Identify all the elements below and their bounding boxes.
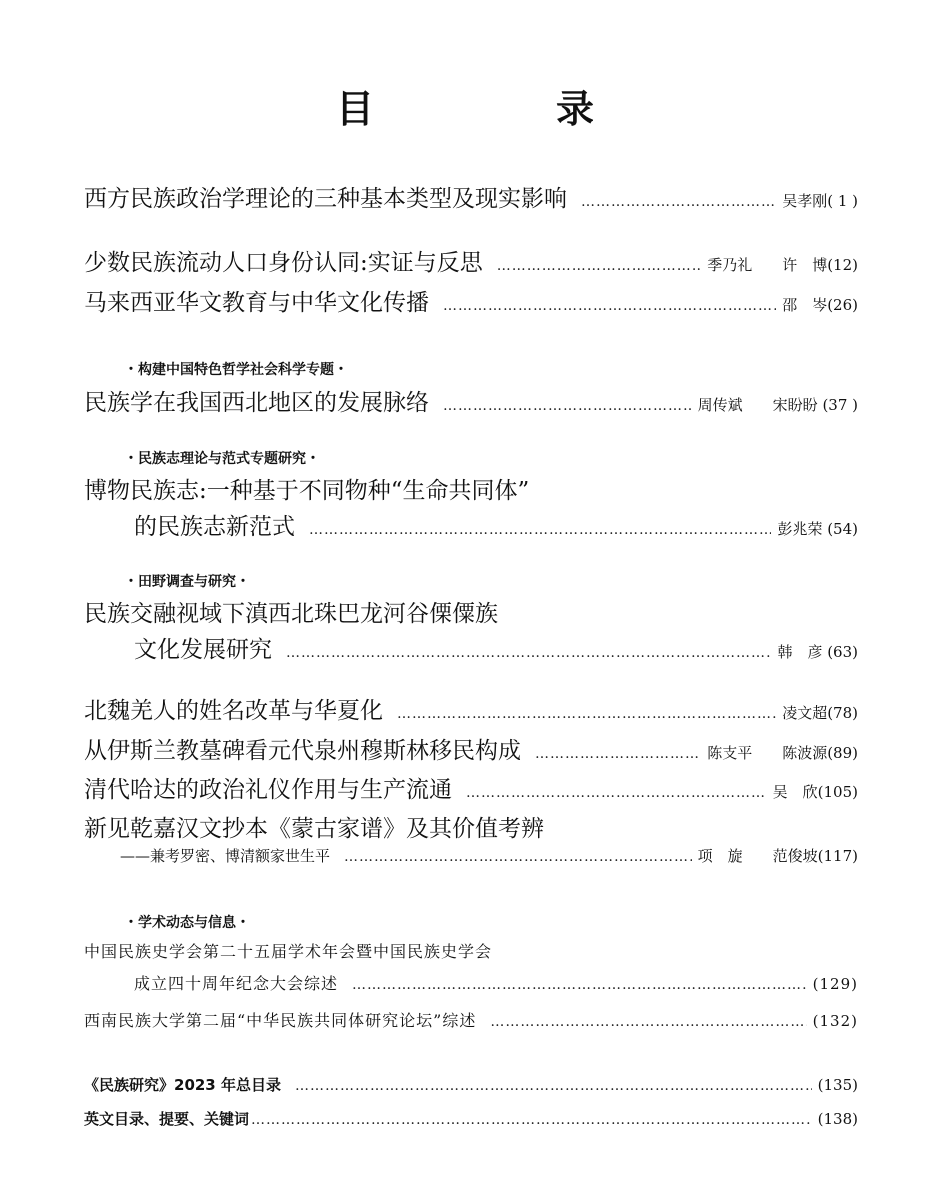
leader-dots	[295, 1078, 812, 1094]
entry-author-page: 韩 彦 (63)	[777, 643, 858, 661]
toc-entry[interactable]	[134, 508, 858, 541]
leader-dots	[352, 977, 807, 993]
section-heading: ・学术动态与信息・	[124, 915, 250, 931]
toc-entry[interactable]	[134, 631, 858, 664]
toc-entry[interactable]	[84, 692, 858, 725]
entry-title: 少数民族流动人口身份认同:实证与反思	[84, 250, 483, 276]
page-title: 目 录	[335, 87, 666, 131]
toc-entry[interactable]	[84, 180, 858, 213]
entry-title-line[interactable]: 中国民族史学会第二十五届学术年会暨中国民族史学会	[84, 942, 493, 961]
entry-title: 清代哈达的政治礼仪作用与生产流通	[84, 777, 452, 803]
leader-dots	[397, 706, 776, 722]
entry-author-page: 邵 岑(26)	[782, 296, 858, 314]
section-heading: ・田野调查与研究・	[124, 574, 250, 590]
leader-dots	[497, 258, 701, 274]
toc-entry[interactable]	[84, 1074, 858, 1095]
leader-dots	[344, 849, 692, 865]
entry-author-page: 周传斌 宋盼盼 (37 )	[697, 396, 858, 414]
leader-dots	[309, 522, 771, 538]
toc-entry[interactable]	[84, 771, 858, 804]
entry-title-continued: 成立四十周年纪念大会综述	[134, 974, 339, 993]
entry-page: (129)	[812, 975, 858, 993]
toc-entry[interactable]	[84, 1108, 858, 1129]
entry-title-continued: 的民族志新范式	[134, 514, 295, 540]
entry-author-page: 项 旋 范俊坡(117)	[697, 847, 858, 865]
entry-title-line[interactable]: 民族交融视域下滇西北珠巴龙河谷傈僳族	[84, 601, 498, 627]
entry-title: 北魏羌人的姓名改革与华夏化	[84, 698, 383, 724]
entry-title: 马来西亚华文教育与中华文化传播	[84, 290, 429, 316]
leader-dots	[443, 398, 692, 414]
entry-author-page: 彭兆荣 (54)	[777, 520, 858, 538]
toc-entry[interactable]	[84, 244, 858, 277]
toc-entry[interactable]	[134, 971, 858, 994]
entry-title: 民族学在我国西北地区的发展脉络	[84, 390, 429, 416]
leader-dots	[251, 1112, 812, 1128]
toc-entry[interactable]	[84, 732, 858, 765]
entry-title: 从伊斯兰教墓碑看元代泉州穆斯林移民构成	[84, 738, 521, 764]
entry-title-line[interactable]: 博物民族志:一种基于不同物种“生命共同体”	[84, 478, 530, 504]
leader-dots	[535, 746, 701, 762]
leader-dots	[466, 785, 767, 801]
entry-page: (138)	[817, 1110, 858, 1128]
leader-dots	[490, 1014, 806, 1030]
entry-author-page: 凌文超(78)	[782, 704, 858, 722]
section-heading: ・构建中国特色哲学社会科学专题・	[124, 362, 348, 378]
leader-dots	[581, 194, 776, 210]
toc-entry[interactable]	[84, 384, 858, 417]
toc-entry[interactable]	[84, 1008, 858, 1031]
leader-dots	[286, 645, 771, 661]
entry-title-line[interactable]: 新见乾嘉汉文抄本《蒙古家谱》及其价值考辨	[84, 816, 544, 842]
entry-title: 西南民族大学第二届“中华民族共同体研究论坛”综述	[84, 1011, 477, 1030]
entry-title: 英文目录、提要、关键词	[84, 1110, 250, 1128]
entry-author-page: 季乃礼 许 博(12)	[707, 256, 858, 274]
toc-entry[interactable]	[120, 845, 858, 866]
entry-subtitle: ——兼考罗密、博清额家世生平	[120, 847, 331, 865]
entry-author-page: 吴孝刚( 1 )	[782, 192, 858, 210]
entry-author-page: 陈支平 陈波源(89)	[707, 744, 858, 762]
entry-title-continued: 文化发展研究	[134, 637, 272, 663]
entry-page: (135)	[817, 1076, 858, 1094]
entry-page: (132)	[812, 1012, 858, 1030]
entry-title: 西方民族政治学理论的三种基本类型及现实影响	[84, 186, 567, 212]
leader-dots	[443, 298, 776, 314]
entry-author-page: 吴 欣(105)	[772, 783, 858, 801]
entry-title: 《民族研究》2023 年总目录	[84, 1076, 281, 1094]
toc-entry[interactable]	[84, 284, 858, 317]
section-heading: ・民族志理论与范式专题研究・	[124, 451, 320, 467]
